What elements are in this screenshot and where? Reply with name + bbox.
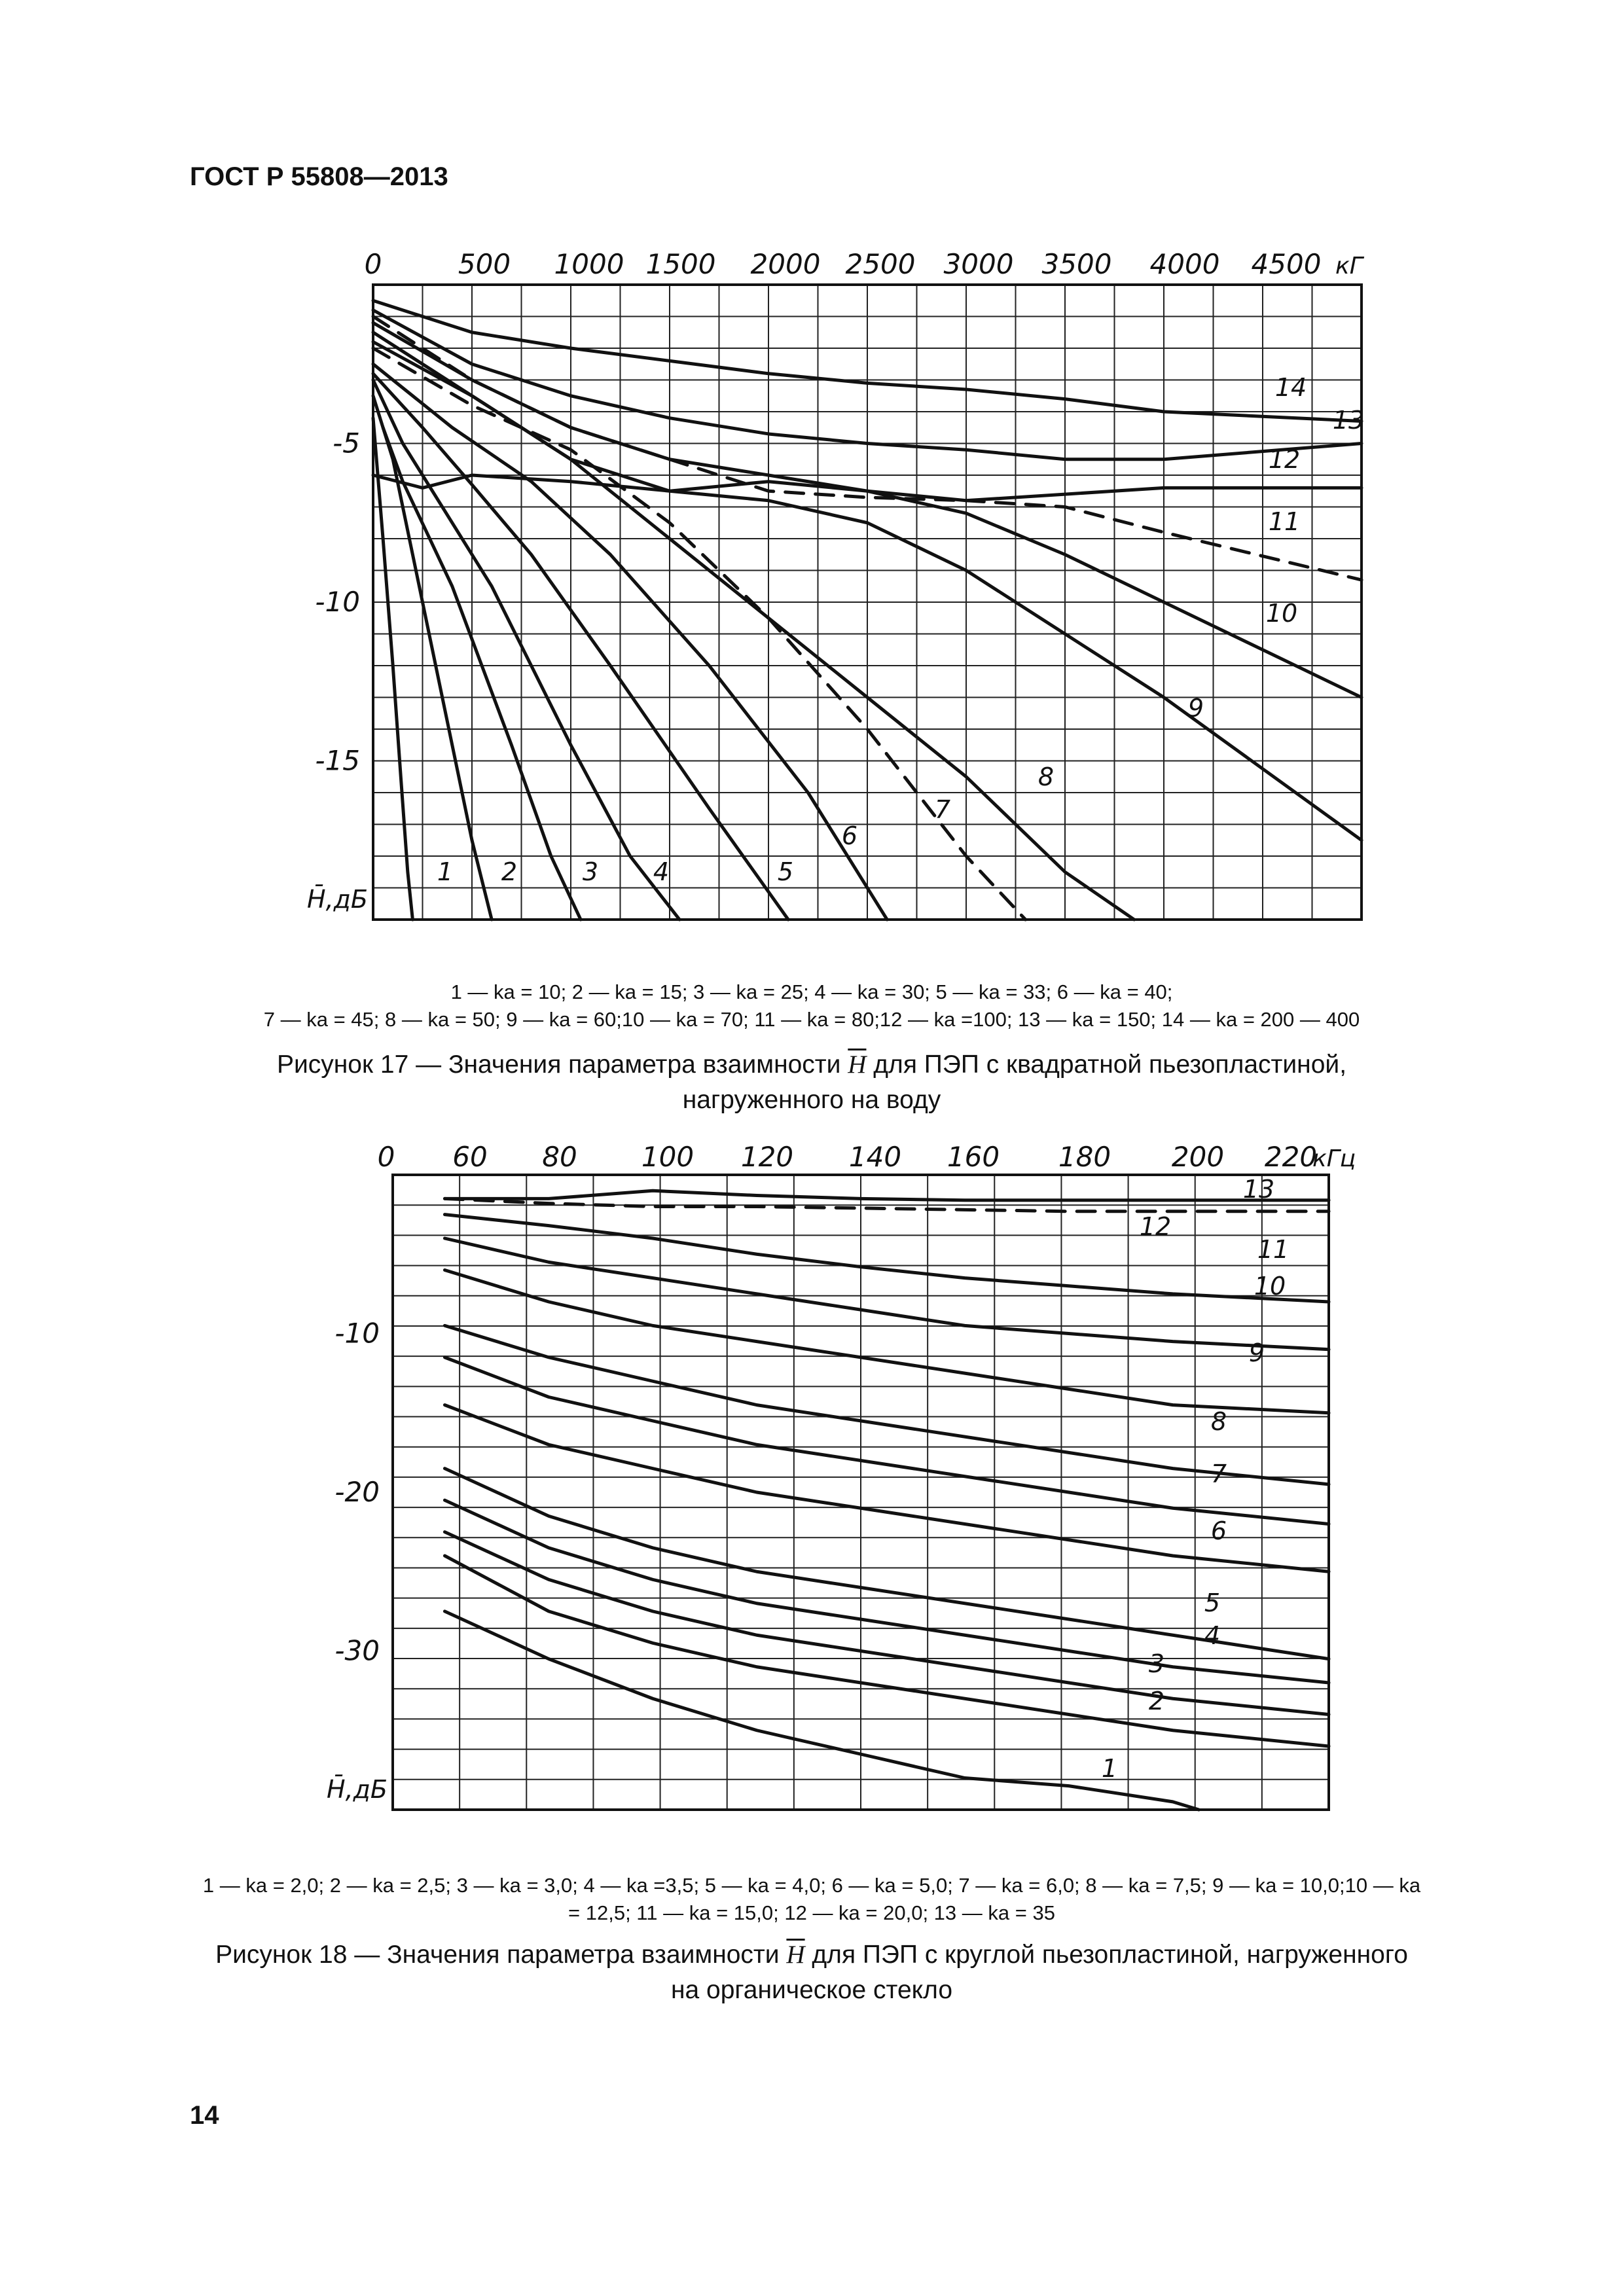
fig17-series-14-label: 14: [1274, 373, 1307, 402]
figure-17-caption-line-1: [177, 1047, 1447, 1083]
fig17-series-12-label: 12: [1268, 445, 1301, 474]
fig18-x-tick-label: 220: [1264, 1141, 1318, 1173]
figure-17-caption-symbol: $\overline{H}$: [848, 1050, 867, 1079]
figure-18-caption-prefix: Рисунок 18 — Значения параметра взаимности: [215, 1941, 787, 1969]
figure-18-caption-line-2: на органическое стекло: [670, 1976, 953, 2004]
fig18-series-2-label: 2: [1148, 1687, 1165, 1715]
fig18-x-tick-label: 120: [740, 1141, 794, 1173]
fig17-x-tick-label: 1500: [645, 248, 716, 280]
fig17-x-tick-label: 3000: [943, 248, 1014, 280]
fig18-series-13-label: 13: [1242, 1175, 1275, 1204]
fig17-series-4-label: 4: [653, 857, 670, 886]
fig18-series-6-label: 6: [1210, 1516, 1227, 1545]
figure-17-legend-line-1: 1 — ka = 10; 2 — ka = 15; 3 — ka = 25; 4 — ka = 30; 5 — ka = 33; 6 — ka = 40;: [450, 980, 1173, 1003]
fig18-series-10-label: 10: [1254, 1272, 1286, 1300]
fig18-x-tick-label: 180: [1058, 1141, 1111, 1173]
figure-18-legend-line-2: = 12,5; 11 — ka = 15,0; 12 — ka = 20,0; 13 — ka = 35: [568, 1901, 1055, 1924]
fig18-x-tick-label: 80: [542, 1141, 577, 1173]
fig17-series-5-line: [373, 374, 788, 920]
figure-18-legend: [177, 1872, 1447, 1927]
figure-18-caption-line-1: [177, 1937, 1447, 1973]
fig18-x-tick-label: 140: [848, 1141, 902, 1173]
fig17-series-5-label: 5: [777, 857, 794, 886]
fig17-series-6-label: 6: [841, 821, 858, 850]
fig18-series-1-label: 1: [1101, 1754, 1118, 1783]
fig18-series-3-label: 3: [1148, 1649, 1165, 1678]
figure-17-caption-line-2: нагруженного на воду: [682, 1086, 941, 1114]
figure-17-caption-prefix: Рисунок 17 — Значения параметра взаимности: [276, 1050, 848, 1079]
fig17-x-tick-label: 2000: [750, 248, 821, 280]
fig18-y-axis-label: H̄,дБ: [327, 1775, 388, 1804]
fig17-y-tick-label: -5: [333, 427, 360, 459]
figure-17-legend-line-2: 7 — ka = 45; 8 — ka = 50; 9 — ka = 60;10 — ka = 70; 11 — ka = 80;12 — ka =100; 13 — ka = 150; 14 — ka = 200 — 400: [263, 1008, 1360, 1031]
fig17-series-10-label: 10: [1265, 599, 1298, 628]
fig17-x-tick-label: 3500: [1041, 248, 1112, 280]
figure-17-legend: [177, 978, 1447, 1033]
fig17-series-8-line: [373, 342, 1134, 920]
fig18-y-tick-label: -10: [334, 1317, 380, 1350]
figure-18-caption: [177, 1937, 1447, 2008]
fig17-x-tick-label: 0: [364, 248, 382, 280]
fig18-x-tick-label: 0: [377, 1141, 395, 1173]
fig17-series-2-label: 2: [501, 857, 518, 886]
fig18-series-8-label: 8: [1210, 1407, 1227, 1436]
page-number: 14: [190, 2101, 219, 2130]
fig18-series-11-label: 11: [1257, 1235, 1290, 1264]
fig18-x-tick-label: 60: [452, 1141, 488, 1173]
fig18-x-tick-label: 100: [641, 1141, 695, 1173]
figure-18-legend-line-1: 1 — ka = 2,0; 2 — ka = 2,5; 3 — ka = 3,0; 4 — ka =3,5; 5 — ka = 4,0; 6 — ka = 5,0; 7 — ka = 6,0; 8 — ka = 7,5; 9 — ka = 10,0;10 — ka: [202, 1874, 1421, 1897]
fig17-series-8-label: 8: [1038, 762, 1055, 791]
fig18-series-12-label: 12: [1139, 1212, 1172, 1241]
figure-18-caption-suffix: для ПЭП с круглой пьезопластиной, нагруженного: [804, 1941, 1408, 1969]
fig17-series-4-line: [373, 380, 679, 920]
figure-17-caption-suffix: для ПЭП с квадратной пьезопластиной,: [866, 1050, 1347, 1079]
fig18-series-7-label: 7: [1210, 1460, 1227, 1488]
fig17-series-9-label: 9: [1187, 694, 1204, 723]
fig18-series-9-label: 9: [1248, 1338, 1265, 1367]
fig17-x-tick-label: 1000: [554, 248, 624, 280]
document-header: ГОСТ Р 55808—2013: [190, 162, 448, 191]
fig17-x-unit-label: кГ: [1335, 253, 1363, 279]
fig18-x-tick-label: 200: [1171, 1141, 1225, 1173]
fig18-y-tick-label: -20: [334, 1476, 380, 1508]
fig17-series-11-label: 11: [1268, 507, 1301, 536]
fig17-x-tick-label: 4000: [1149, 248, 1220, 280]
fig18-series-5-label: 5: [1204, 1588, 1221, 1617]
fig17-series-3-label: 3: [582, 857, 599, 886]
fig17-series-13-label: 13: [1332, 406, 1365, 435]
fig18-y-tick-label: -30: [334, 1634, 380, 1667]
fig18-x-unit-label: кГц: [1312, 1145, 1356, 1172]
fig17-y-tick-label: -15: [315, 744, 360, 777]
fig17-series-1-label: 1: [437, 857, 454, 886]
fig17-x-tick-label: 2500: [845, 248, 916, 280]
fig17-x-tick-label: 4500: [1251, 248, 1322, 280]
figure-17-caption: [177, 1047, 1447, 1118]
fig17-series-7-label: 7: [934, 795, 951, 824]
fig18-x-tick-label: 160: [947, 1141, 1000, 1173]
fig17-y-tick-label: -10: [315, 586, 360, 618]
fig17-y-axis-label: H̄,дБ: [307, 885, 368, 914]
fig18-series-4-label: 4: [1204, 1621, 1221, 1650]
figure-18-caption-symbol: $\overline{H}$: [786, 1941, 805, 1969]
fig17-x-tick-label: 500: [458, 248, 511, 280]
